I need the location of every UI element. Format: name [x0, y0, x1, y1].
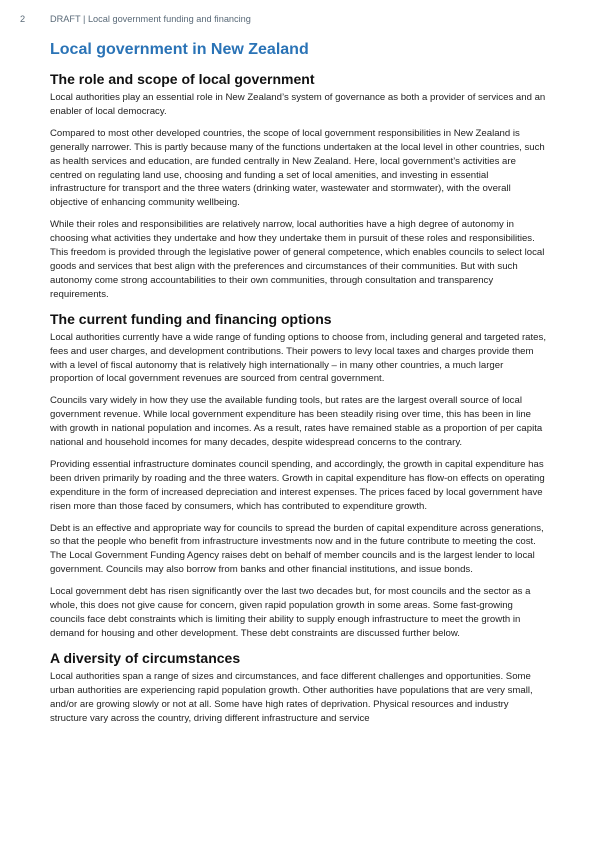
- paragraph: Local authorities currently have a wide range of funding options to choose from, including general and targeted rates, fees and user charges, and development contributions. Their powers to levy local taxes and charges provide them with a level of fiscal autonomy that is relatively high internationally – in many other countries, a much larger proportion of local government revenues are sourced from central government.: [50, 331, 546, 385]
- section-heading: The role and scope of local government: [50, 71, 315, 87]
- running-header: [20, 14, 577, 24]
- section-funding-options: [50, 310, 546, 641]
- section-role-and-scope: [50, 70, 546, 302]
- paragraph: Councils vary widely in how they use the available funding tools, but rates are the largest overall source of local government revenue. While local government expenditure has been steadily rising over time, this has been in line with growth in national population and incomes. As a result, rates have remained stable as a proportion of per capita national and household incomes for many decades, despite widespread concerns to the contrary.: [50, 395, 543, 449]
- paragraph: While their roles and responsibilities are relatively narrow, local authorities have a high degree of autonomy in choosing what activities they undertake and how they undertake them in pursuit of these roles and responsibilities. This freedom is provided through the legislative power of general competence, which enables councils to select local goods and services that best align with the preferences and circumstances of their communities. But with such autonomy come strong accountabilities to their own communities, through consultation and transparency requirements.: [50, 219, 545, 300]
- paragraph: Debt is an effective and appropriate way for councils to spread the burden of capital expenditure across generations, so that the people who benefit from infrastructure investments now and in the future contribute to meeting the cost. The Local Government Funding Agency raises debt on behalf of member councils and is the largest lender to local government. Councils may also borrow from banks and other financial institutions, and issue bonds.: [50, 522, 544, 576]
- section-diversity: [50, 649, 546, 726]
- page-content: [50, 40, 546, 733]
- running-title: DRAFT | Local government funding and financing: [50, 14, 251, 24]
- section-heading: The current funding and financing options: [50, 310, 332, 327]
- paragraph: Local government debt has risen significantly over the last two decades but, for most councils and the sector as a whole, this does not give cause for concern, given rapid population growth in some areas. Some fast-growing councils face debt constraints which is limiting their ability to supply enough infrastructure to meet the growth in demand for housing and other development. These debt constraints are discussed further below.: [50, 586, 531, 639]
- paragraph: Compared to most other developed countries, the scope of local government responsibilities in New Zealand is generally narrower. This is partly because many of the functions undertaken at the local level in other countries, such as health services and education, are funded centrally in New Zealand. Here, local government’s activities are centred on regulating land use, choosing and funding a set of local amenities, and investing in essential infrastructure for transport and the three waters (drinking water, wastewater and stormwater), with the overall objective of enhancing community wellbeing.: [50, 127, 545, 209]
- paragraph: Local authorities play an essential role in New Zealand’s system of governance as both a provider of services and an enabler of local democracy.: [50, 92, 546, 117]
- paragraph: Local authorities span a range of sizes and circumstances, and face different challenges and opportunities. Some urban authorities are experiencing rapid population growth. Other authorities have populations that are very small, and/or are growing slowly or not at all. Some have high rates of deprivation. Physical resources and industry structure vary across the country, driving different infrastructure and service: [50, 670, 533, 724]
- section-heading: A diversity of circumstances: [50, 649, 241, 666]
- paragraph: Providing essential infrastructure dominates council spending, and accordingly, the growth in capital expenditure has been driven primarily by roading and the three waters. Growth in capital expenditure has flow-on effects on operating expenditure in the form of increased depreciation and interest expenses. The prices faced by local government have risen more than those faced by consumers, which has contributed to expenditure growth.: [50, 458, 545, 512]
- document-title: Local government in New Zealand: [50, 41, 309, 58]
- page-number: 2: [20, 14, 26, 24]
